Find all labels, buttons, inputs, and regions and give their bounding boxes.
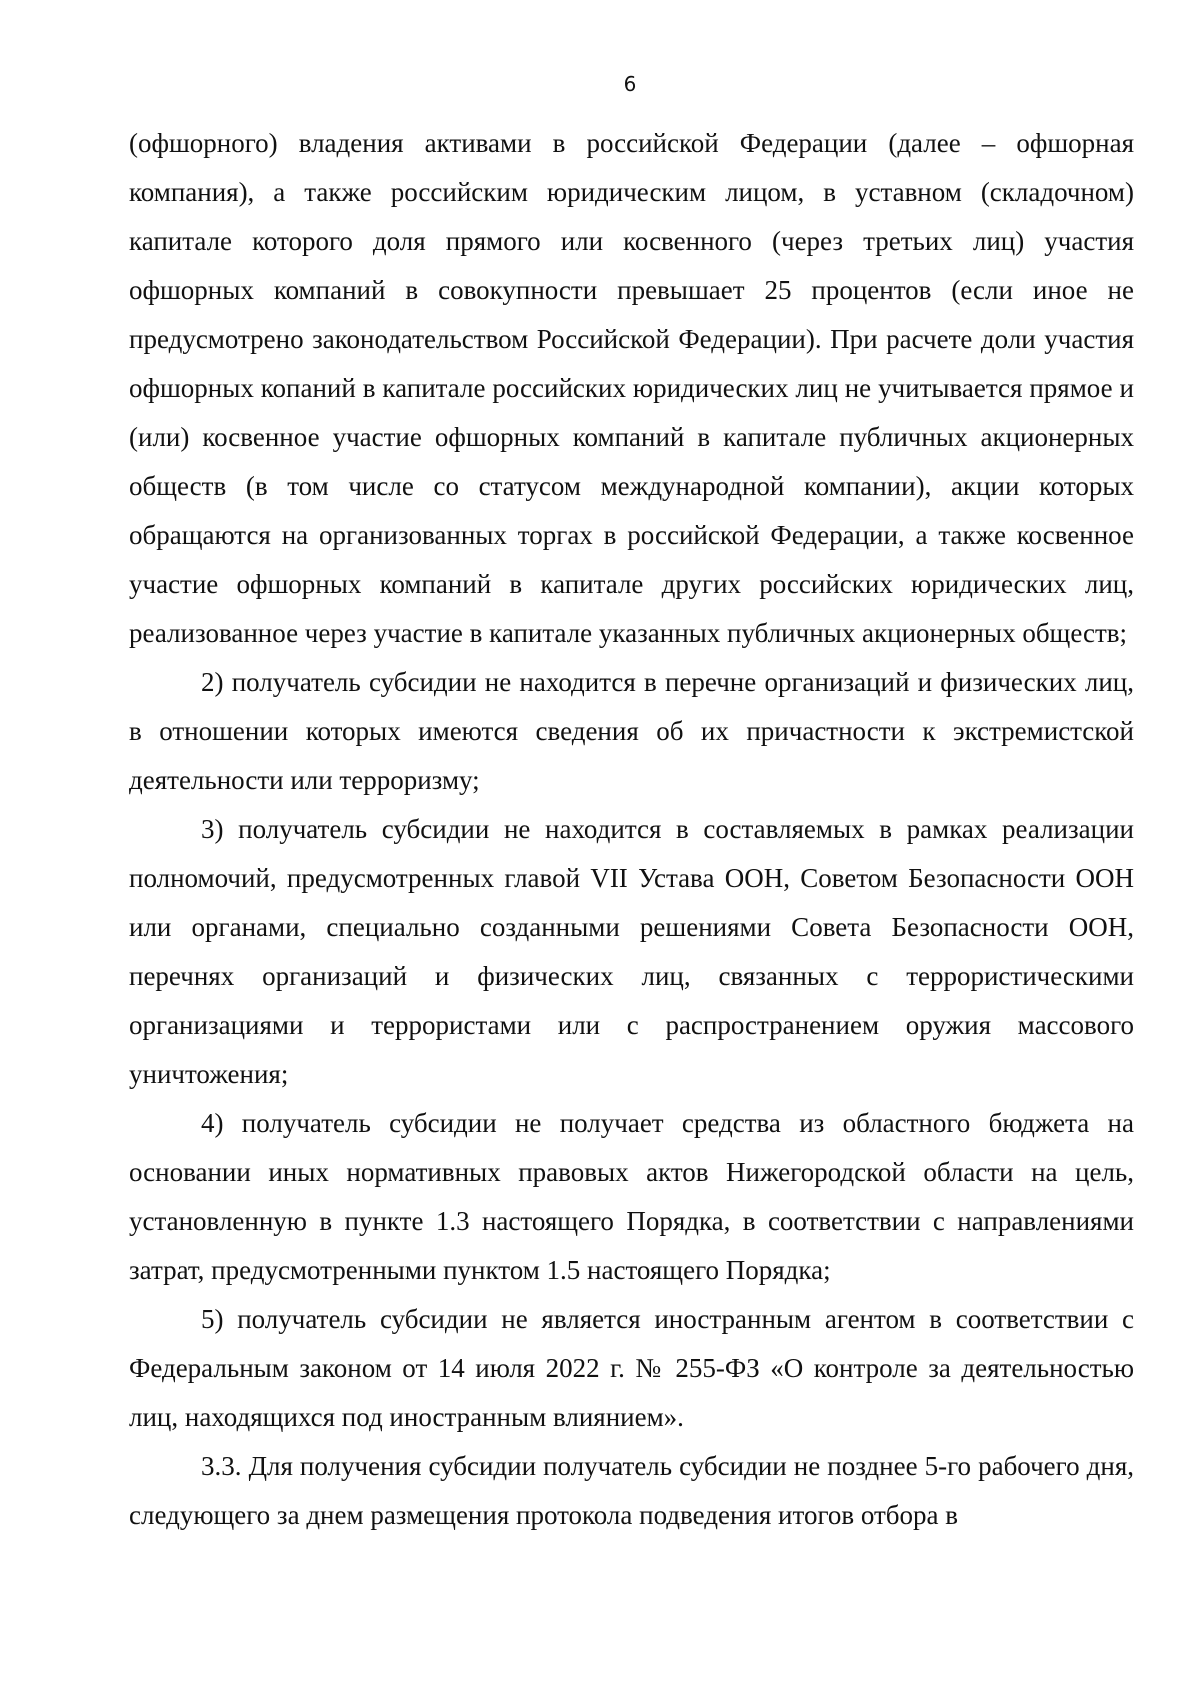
paragraph-offshore-continuation: (офшорного) владения активами в российской Федерации (далее – офшорная компания), а также российским юридическим лицом, в уставном (складочном) капитале которого доля прямого или косвенного (через третьих лиц) участия офшорных компаний в совокупности превышает 25 процентов (если иное не предусмотрено законодательством Российской Федерации). При расчете доли участия офшорных копаний в капитале российских юридических лиц не учитывается прямое и (или) косвенное участие офшорных компаний в капитале публичных акционерных обществ (в том числе со статусом международной компании), акции которых обращаются на организованных торгах в российской Федерации, а также косвенное участие офшорных компаний в капитале других российских юридических лиц, реализованное через участие в капитале указанных публичных акционерных обществ; [129, 128, 1134, 648]
paragraph-section-3-3: 3.3. Для получения субсидии получатель субсидии не позднее 5-го рабочего дня, следующего за днем размещения протокола подведения итогов отбора в [129, 1451, 1134, 1530]
document-body [129, 119, 1134, 1540]
paragraph-item-5: 5) получатель субсидии не является иностранным агентом в соответствии с Федеральным законом от 14 июля 2022 г. № 255-ФЗ «О контроле за деятельностью лиц, находящихся под иностранным влиянием». [129, 1304, 1134, 1432]
paragraph-item-3: 3) получатель субсидии не находится в составляемых в рамках реализации полномочий, предусмотренных главой VII Устава ООН, Советом Безопасности ООН или органами, специально созданными решениями Совета Безопасности ООН, перечнях организаций и физических лиц, связанных с террористическими организациями и террористами или с распространением оружия массового уничтожения; [129, 814, 1134, 1089]
paragraph-item-2: 2) получатель субсидии не находится в перечне организаций и физических лиц, в отношении которых имеются сведения об их причастности к экстремистской деятельности или терроризму; [129, 667, 1134, 795]
paragraph-item-4: 4) получатель субсидии не получает средства из областного бюджета на основании иных нормативных правовых актов Нижегородской области на цель, установленную в пункте 1.3 настоящего Порядка, в соответствии с направлениями затрат, предусмотренными пунктом 1.5 настоящего Порядка; [129, 1108, 1134, 1285]
page-number: 6 [623, 72, 637, 96]
